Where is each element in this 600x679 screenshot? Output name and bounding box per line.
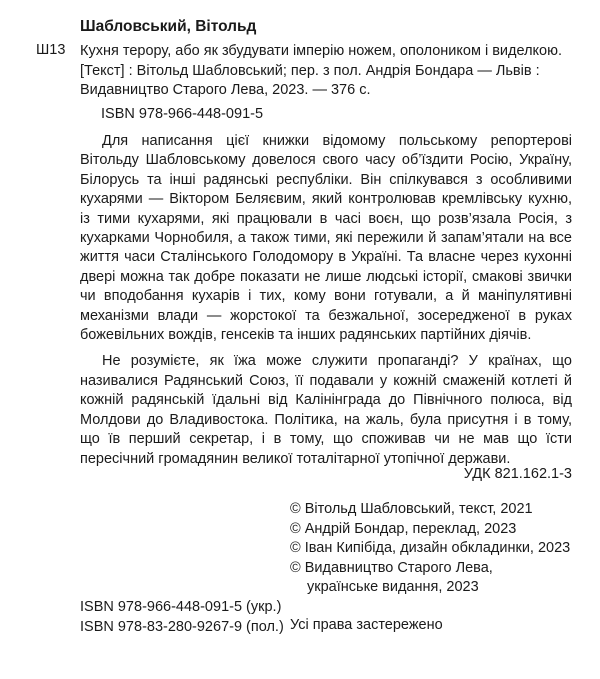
isbn-polish: ISBN 978-83-280-9267-9 (пол.): [80, 618, 284, 635]
classification-code: Ш13: [36, 42, 66, 58]
annotation-paragraph-2: Не розумієте, як їжа може служити пропаганді? У країнах, що називалися Радянський Союз, її подавали у кожній смаженій котлеті й кожній радянській їдальні від Калінінграда до Північного полюса, від Молдови до Владивостока. Політика, на жаль, була присутня і в тому, що їв перший секретар, і в тому, що споживав чи не мав що їсти пересічний громадянин великої тоталітарної утопічної держави.: [80, 353, 572, 467]
isbn-list: [80, 598, 284, 637]
bibliographic-record: Кухня терору, або як збудувати імперію ножем, ополоником і виделкою. [Текст] : Вітольд Шабловський; пер. з пол. Андрія Бондара — Львів : Видавництво Старого Лева, 2023. — 376 с.: [80, 43, 563, 98]
isbn-ukrainian: ISBN 978-966-448-091-5 (укр.): [80, 599, 282, 615]
copyright-line: © Видавництво Старого Лева,: [290, 559, 493, 576]
copyright-list: [290, 500, 570, 598]
annotation-paragraph-1: Для написання цієї книжки відомому польському репортерові Вітольду Шабловському довелося свого часу об’їздити Росію, Україну, Білорусь та інші радянські республіки. Він спілкувався з особливими кухарями — Віктором Беляєвим, який контролював кремлівську кухню, із тими кухарями, які працювали в часі воєн, що розв’язала Росія, з кухарками Чорнобиля, а також тими, які пережили й запам’ятали на все життя часи Сталінського Голодомору в Україні. Та власне через кухонні двері можна так добре показати не лише людські історії, смакові звички чи вподобання кухарів і тих, кому вони готували, а й маніпулятивні механізми влади — жорстокої та безжальної, зосередженої в руках божевільних вождів, генсеків та інших радянських партійних діячів.: [80, 133, 572, 344]
isbn-top: ISBN 978-966-448-091-5: [101, 106, 264, 122]
copyright-line: © Іван Кипібіда, дизайн обкладинки, 2023: [290, 540, 571, 556]
annotation-text: [80, 132, 572, 476]
rights-reserved: Усі права застережено: [290, 617, 443, 633]
copyright-line: © Андрій Бондар, переклад, 2023: [290, 520, 517, 537]
udk-code: УДК 821.162.1-3: [463, 466, 572, 482]
author-heading: Шабловський, Вітольд: [80, 18, 257, 35]
copyright-line: © Вітольд Шабловський, текст, 2021: [290, 501, 533, 517]
copyright-line: українське видання, 2023: [307, 579, 479, 595]
